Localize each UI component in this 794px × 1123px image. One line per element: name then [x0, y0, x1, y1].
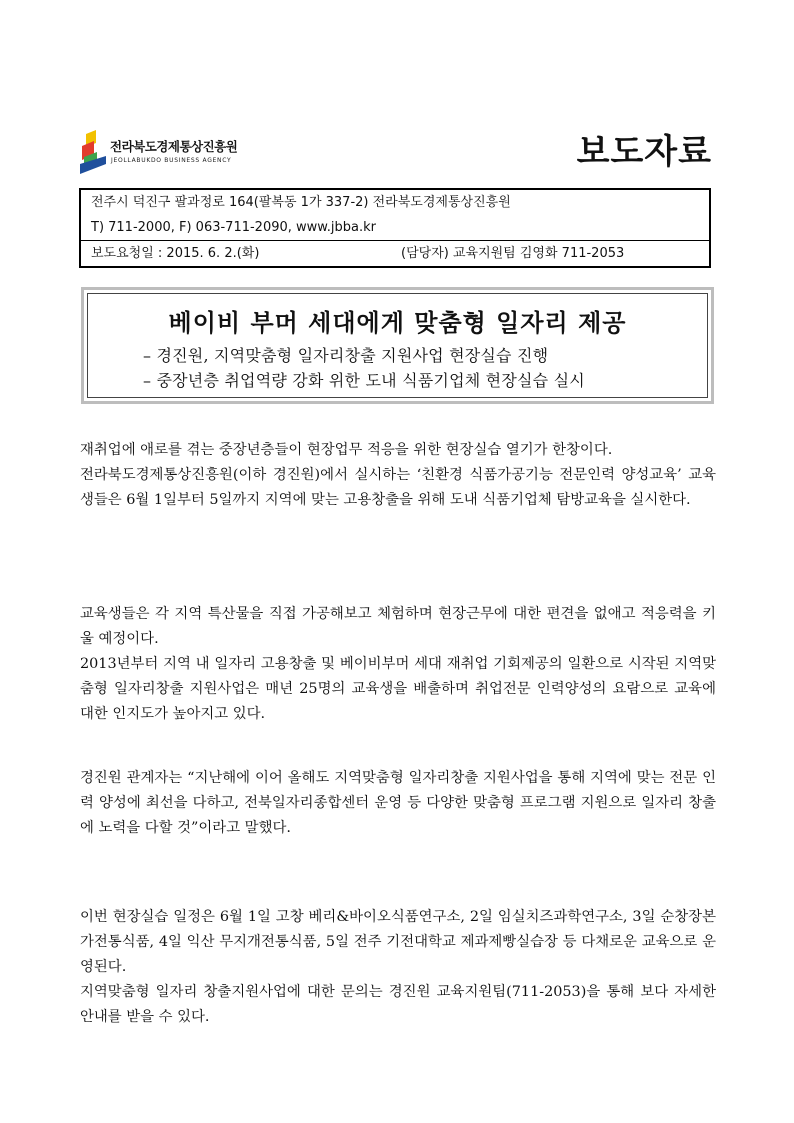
release-row: [81, 240, 709, 266]
contact-info-box: [79, 188, 711, 268]
body-text: 재취업에 애로를 겪는 중장년층들이 현장업무 적응을 위한 현장실습 열기가 한창이다.: [80, 442, 613, 458]
contact-line: T) 711-2000, F) 063-711-2090, www.jbba.kr: [91, 220, 376, 235]
body-text: 전라북도경제통상진흥원(이하 경진원)에서 실시하는 ‘친환경 식품가공기능 전문인력 양성교육’ 교육생들은 6월 1일부터 5일까지 지역에 맞는 고용창출을 위해 도내 식품기업체 탐방교육을 실시한다.: [80, 467, 716, 508]
body-paragraph-4: [80, 905, 716, 1030]
logo-subtitle: JEOLLABUKDO BUSINESS AGENCY: [111, 157, 232, 164]
body-paragraph-1: [80, 438, 716, 513]
headline-title: 베이비 부머 세대에게 맞춤형 일자리 제공: [168, 309, 627, 337]
body-text: 이번 현장실습 일정은 6월 1일 고창 베리&바이오식품연구소, 2일 임실치즈과학연구소, 3일 순창장본가전통식품, 4일 익산 무지개전통식품, 5일 전주 기전대학교 제과제빵실습장 등 다채로운 교육으로 운영된다.: [80, 909, 716, 975]
body-paragraph-2: [80, 602, 716, 727]
headline-box: [81, 287, 714, 404]
headline-subtitle-2: – 중장년층 취업역량 강화 위한 도내 식품기업체 현장실습 실시: [143, 371, 585, 390]
release-date: 보도요청일 : 2015. 6. 2.(화): [91, 246, 260, 261]
headline-subtitle-1: – 경진원, 지역맞춤형 일자리창출 지원사업 현장실습 진행: [143, 346, 549, 365]
agency-logo-icon: [80, 130, 108, 174]
logo-name: 전라북도경제통상진흥원: [110, 139, 238, 154]
body-text: 지역맞춤형 일자리 창출지원사업에 대한 문의는 경진원 교육지원팀(711-2053)을 통해 보다 자세한 안내를 받을 수 있다.: [80, 984, 716, 1025]
contact-person: (담당자) 교육지원팀 김영화 711-2053: [401, 246, 625, 261]
body-paragraph-3: [80, 766, 716, 841]
body-text: 2013년부터 지역 내 일자리 고용창출 및 베이비부머 세대 재취업 기회제공의 일환으로 시작된 지역맞춤형 일자리창출 지원사업은 매년 25명의 교육생을 배출하며 취업전문 인력양성의 요람으로 교육에 대한 인지도가 높아지고 있다.: [80, 656, 716, 722]
address-line: 전주시 덕진구 팔과정로 164(팔복동 1가 337-2) 전라북도경제통상진흥원: [91, 195, 511, 210]
agency-logo: [80, 130, 280, 174]
body-text: 경진원 관계자는 “지난해에 이어 올해도 지역맞춤형 일자리창출 지원사업을 통해 지역에 맞는 전문 인력 양성에 최선을 다하고, 전북일자리종합센터 운영 등 다양한 맞춤형 프로그램 지원으로 일자리 창출에 노력을 다할 것”이라고 말했다.: [80, 770, 716, 836]
body-text: 교육생들은 각 지역 특산물을 직접 가공해보고 체험하며 현장근무에 대한 편견을 없애고 적응력을 키울 예정이다.: [80, 606, 716, 647]
press-release-title: 보도자료: [576, 132, 712, 172]
